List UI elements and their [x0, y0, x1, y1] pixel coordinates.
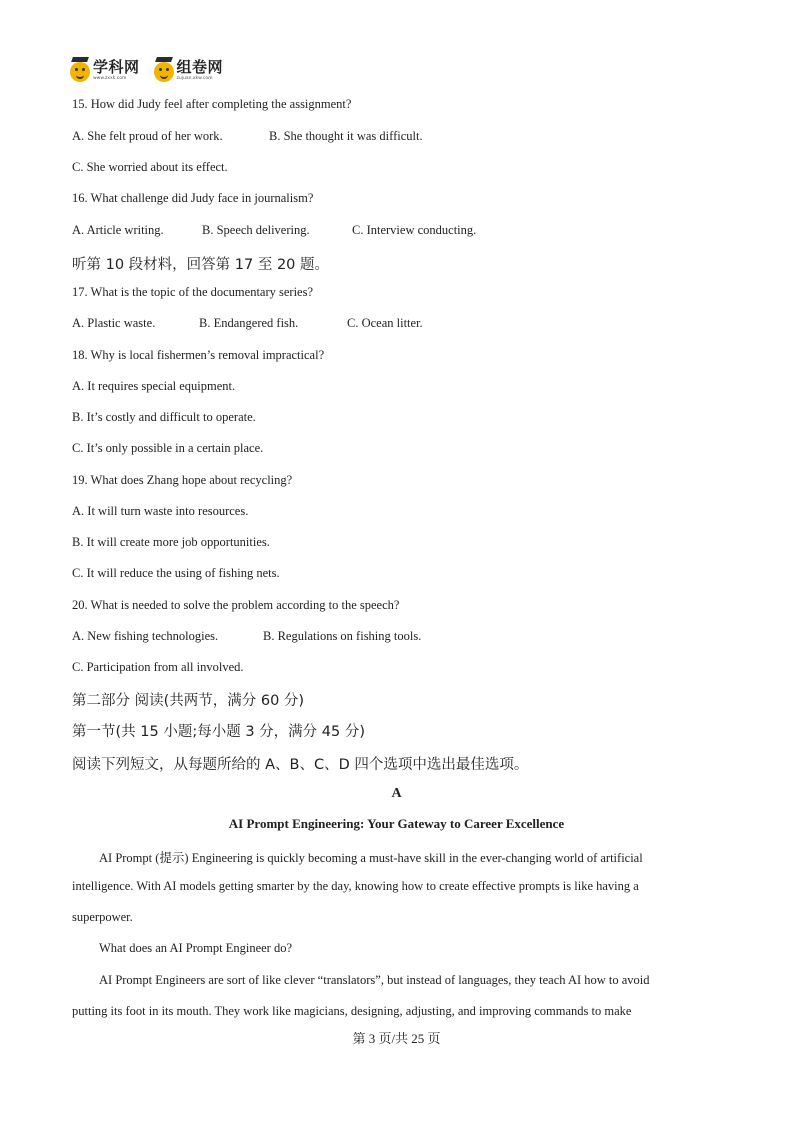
logo-name: 学科网 [93, 58, 140, 76]
option: C. Ocean litter. [347, 316, 423, 330]
option: A. She felt proud of her work. [72, 129, 223, 143]
logo-zujuanwang [154, 60, 224, 82]
smiley-cap-icon [154, 62, 174, 82]
logo-xuekewang [70, 60, 140, 82]
logo-url: zujuan.xkw.com [176, 76, 213, 81]
question-stem: 18. Why is local fishermen’s removal impractical? [72, 348, 325, 362]
option: A. It will turn waste into resources. [72, 504, 249, 518]
passage-title: AI Prompt Engineering: Your Gateway to Career Excellence [228, 816, 565, 831]
question-stem: 16. What challenge did Judy face in journalism? [72, 191, 314, 205]
option: C. It will reduce the using of fishing nets. [72, 566, 280, 580]
option: B. Speech delivering. [202, 223, 310, 237]
option: C. It’s only possible in a certain place. [72, 441, 264, 455]
passage-line: AI Prompt Engineers are sort of like clever “translators”, but instead of languages, they teach AI how to avoid [99, 973, 650, 987]
option: B. Regulations on fishing tools. [263, 629, 422, 643]
question-stem: 15. How did Judy feel after completing the assignment? [72, 97, 352, 111]
option-row [72, 223, 476, 238]
option: A. New fishing technologies. [72, 629, 219, 643]
passage-line: AI Prompt (提示) Engineering is quickly becoming a must-have skill in the ever-changing world of artificial [99, 851, 643, 865]
section-one-heading: 第一节(共 15 小题;每小题 3 分，满分 45 分) [72, 724, 365, 740]
logo-url: www.zxxk.com [93, 76, 127, 81]
option: B. She thought it was difficult. [269, 129, 423, 143]
passage-letter: A [391, 786, 402, 801]
option: B. Endangered fish. [199, 316, 299, 330]
option-row [72, 629, 421, 644]
option: A. It requires special equipment. [72, 379, 236, 393]
smiley-cap-icon [70, 62, 90, 82]
question-stem: 20. What is needed to solve the problem according to the speech? [72, 598, 400, 612]
section-heading-listening: 听第 10 段材料，回答第 17 至 20 题。 [72, 257, 330, 273]
option: C. She worried about its effect. [72, 160, 228, 174]
reading-instructions: 阅读下列短文，从每题所给的 A、B、C、D 四个选项中选出最佳选项。 [72, 757, 529, 773]
option: C. Participation from all involved. [72, 660, 244, 674]
part-two-heading: 第二部分 阅读(共两节，满分 60 分) [72, 693, 305, 709]
option-row [72, 316, 423, 331]
option-row [72, 129, 423, 144]
passage-line: superpower. [72, 910, 133, 924]
option: C. Interview conducting. [352, 223, 477, 237]
logo-name: 组卷网 [176, 58, 224, 76]
passage-line: putting its foot in its mouth. They work like magicians, designing, adjusting, and improving commands to make [72, 1004, 632, 1018]
option: B. It’s costly and difficult to operate. [72, 410, 256, 424]
option: B. It will create more job opportunities. [72, 535, 270, 549]
passage-subheading: What does an AI Prompt Engineer do? [99, 941, 293, 955]
header-logos [70, 60, 223, 86]
option: A. Plastic waste. [72, 316, 156, 330]
question-stem: 19. What does Zhang hope about recycling? [72, 473, 293, 487]
page-number: 第 3 页/共 25 页 [352, 1031, 441, 1046]
option: A. Article writing. [72, 223, 164, 237]
question-stem: 17. What is the topic of the documentary series? [72, 285, 314, 299]
passage-line: intelligence. With AI models getting smarter by the day, knowing how to create effective prompts is like having a [72, 879, 639, 893]
